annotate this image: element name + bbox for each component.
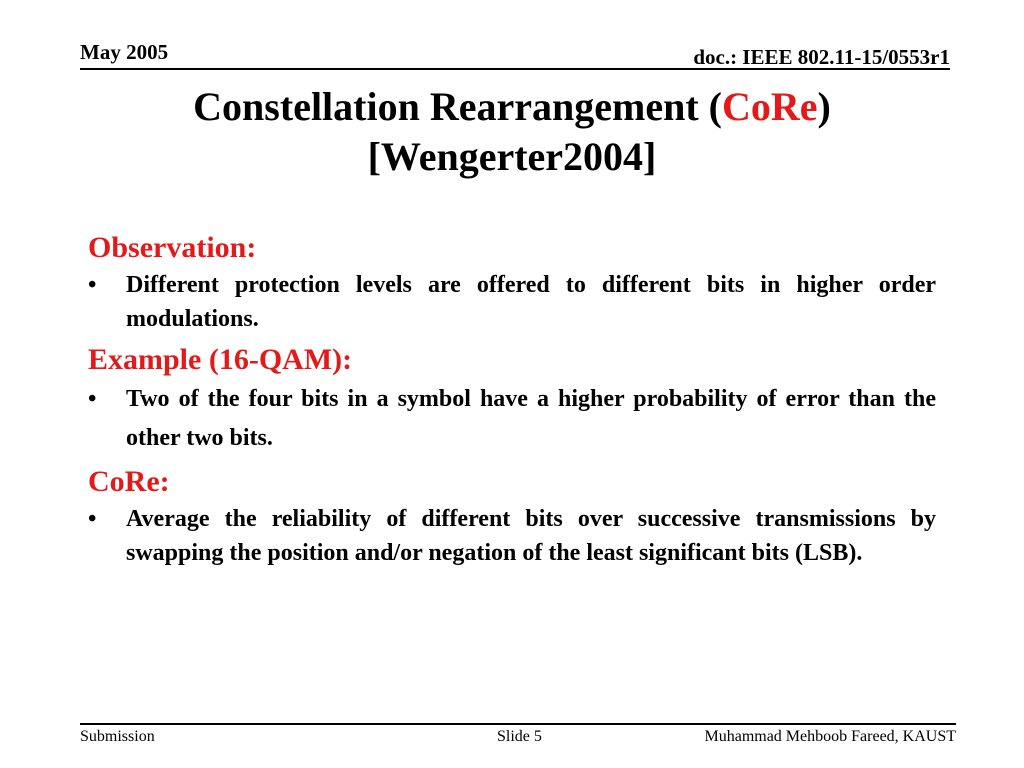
bullet-text: Different protection levels are offered to different bits in higher order modulations. [126, 272, 936, 332]
bullet-text: Two of the four bits in a symbol have a higher probability of error than the other two bits. [126, 386, 936, 451]
section-heading-core: CoRe: [88, 465, 170, 498]
bullet-core [88, 502, 936, 570]
footer-divider [80, 723, 956, 725]
title-text-part2: ) [817, 84, 831, 129]
footer-author: Muhammad Mehboob Fareed, KAUST [704, 728, 956, 745]
bullet-dot: • [88, 272, 97, 298]
header-divider [80, 68, 950, 70]
bullet-dot: • [88, 386, 97, 412]
bullet-dot: • [88, 506, 97, 532]
section-heading-observation: Observation: [88, 231, 257, 264]
header-doc-id: doc.: IEEE 802.11-15/0553r1 [693, 45, 950, 69]
footer-submission: Submission [80, 728, 155, 745]
footer-slide-number: Slide 5 [497, 728, 542, 745]
header-date: May 2005 [80, 40, 169, 64]
bullet-observation [88, 268, 936, 336]
bullet-example [88, 380, 936, 458]
slide-title [0, 82, 1024, 182]
slide-body [88, 228, 936, 574]
title-line2: [Wengerter2004] [367, 134, 657, 179]
bullet-text: Average the reliability of different bits over successive transmissions by swapping the position and/or negation of the least significant bits (LSB). [126, 506, 936, 566]
title-text-part1: Constellation Rearrangement ( [193, 84, 722, 129]
section-heading-example: Example (16-QAM): [88, 343, 353, 376]
title-accent: CoRe [721, 84, 818, 129]
